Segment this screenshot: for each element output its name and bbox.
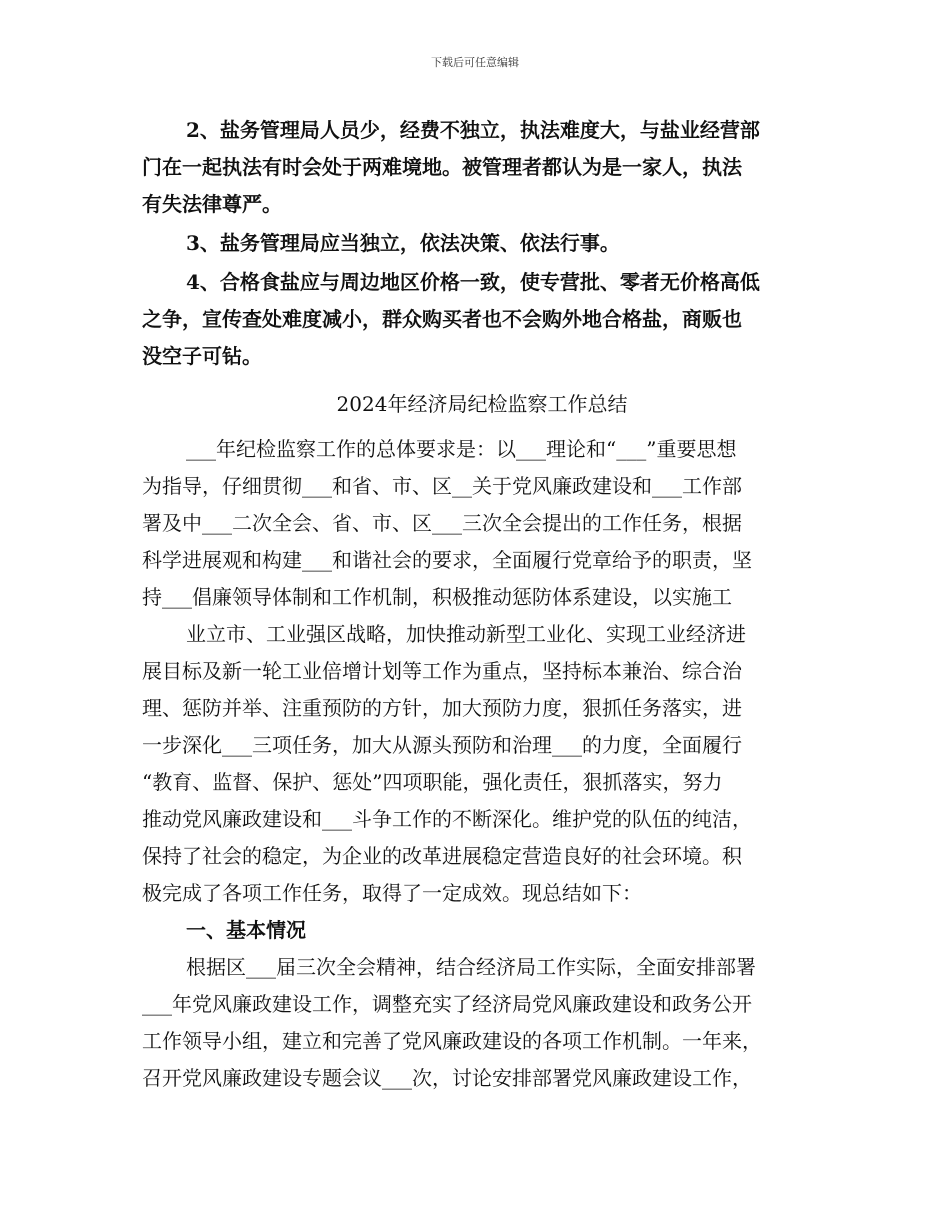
paragraph-line: 展目标及新一轮工业倍增计划等工作为重点，坚持标本兼治、综合治 (142, 659, 742, 683)
paragraph-line: 科学进展观和构建___和谐社会的要求，全面履行党章给予的职责，坚 (142, 548, 752, 572)
document-title: 2024年经济局纪检监察工作总结 (336, 392, 628, 416)
paragraph-line: 推动党风廉政建设和___斗争工作的不断深化。维护党的队伍的纯洁， (142, 807, 752, 831)
paragraph-line: 没空子可钻。 (142, 344, 262, 368)
paragraph-line: 署及中___二次全会、省、市、区___三次全会提出的工作任务，根据 (142, 511, 742, 535)
page-header-note: 下载后可任意编辑 (431, 56, 519, 69)
paragraph-line: ___年党风廉政建设工作，调整充实了经济局党风廉政建设和政务公开 (142, 992, 752, 1016)
paragraph-line: 理、惩防并举、注重预防的方针，加大预防力度，狠抓任务落实，进 (142, 696, 742, 720)
paragraph-line: 根据区___届三次全会精神，结合经济局工作实际，全面安排部署 (186, 955, 756, 979)
paragraph-line: 3、盐务管理局应当独立，依法决策、依法行事。 (186, 231, 620, 255)
paragraph-line: 极完成了各项工作任务，取得了一定成效。现总结如下： (142, 881, 642, 905)
document-body (142, 112, 822, 1097)
section-heading: 一、基本情况 (186, 918, 306, 942)
paragraph-line: 工作领导小组，建立和完善了党风廉政建设的各项工作机制。一年来， (142, 1029, 762, 1053)
paragraph-line: 有失法律尊严。 (142, 192, 282, 216)
paragraph-line: 4、合格食盐应与周边地区价格一致，使专营批、零者无价格高低 (186, 270, 760, 294)
paragraph-line: 持___倡廉领导体制和工作机制，积极推动惩防体系建设，以实施工 (142, 585, 732, 609)
paragraph-line: 2、盐务管理局人员少，经费不独立，执法难度大，与盐业经营部 (186, 118, 760, 142)
paragraph-line: “教育、监督、保护、惩处”四项职能，强化责任，狠抓落实，努力 (142, 770, 723, 794)
paragraph-line: 业立市、工业强区战略，加快推动新型工业化、实现工业经济进 (186, 622, 746, 646)
paragraph-line: 保持了社会的稳定，为企业的改革进展稳定营造良好的社会环境。积 (142, 844, 742, 868)
paragraph-line: ___年纪检监察工作的总体要求是：以___理论和“___”重要思想 (186, 437, 737, 461)
paragraph-line: 一步深化___三项任务，加大从源头预防和治理___的力度，全面履行 (142, 733, 742, 757)
paragraph-line: 之争，宣传查处难度减小，群众购买者也不会购外地合格盐，商贩也 (142, 307, 742, 331)
paragraph-line: 门在一起执法有时会处于两难境地。被管理者都认为是一家人，执法 (142, 155, 742, 179)
paragraph-line: 召开党风廉政建设专题会议___次，讨论安排部署党风廉政建设工作， (142, 1066, 752, 1090)
paragraph-line: 为指导，仔细贯彻___和省、市、区__关于党风廉政建设和___工作部 (142, 474, 742, 498)
